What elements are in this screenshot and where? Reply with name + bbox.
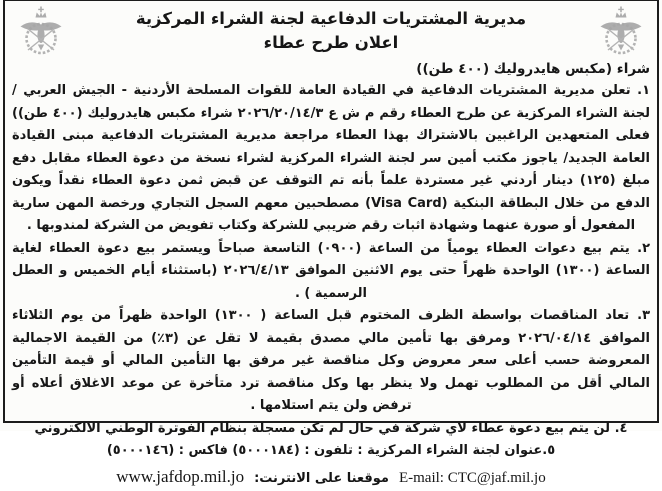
header <box>12 3 650 59</box>
page-title: مديرية المشتريات الدفاعية لجنة الشراء المركزية <box>135 9 527 28</box>
email-address: CTC@jaf.mil.jo <box>447 469 546 486</box>
email-label: E-mail: <box>398 469 444 486</box>
clause-4: ٤. لن يتم بيع دعوة عطاء لاي شركة في حال لم تكن مسجلة بنظام الفوترة الوطني الالكتروني <box>34 420 628 436</box>
website-url: www.jafdop.mil.jo <box>116 466 245 486</box>
clause-5-contact: ٥.عنوان لجنة الشراء المركزية : تلفون : (٥٠٠٠١٨٤) فاكس : (٥٠٠٠١٤٦) <box>106 443 556 458</box>
header-titles <box>12 3 650 55</box>
clause-1: ١. تعلن مديرية المشتريات الدفاعية في القيادة العامة للقوات المسلحة الأردنية - الجيش العربي / لجنة الشراء المركزية عن طرح العطاء رقم م ش ع ٢٠٢٦/٢٠/١٤/٣ شراء مكبس هايدروليك (٤٠٠ طن)) فعلى المتعهدين الراغبين بالاشتراك بهذا العطاء مراجعة مديرية المشتريات الدفاعية مبنى القيادة العامة الجديد/ ياجوز مكتب أمين سر لجنة الشراء المركزية لشراء نسخة من دعوة العطاء مقابل دفع مبلغ (١٢٥) دينار أردني غير مستردة علماً بأنه تم التوقف عن قبض ثمن دعوة العطاء نقداً ويكون الدفع من خلال البطاقة البنكية (Visa Card) مصطحبين معهم السجل التجاري ورخصة المهن سارية المفعول أو صورة عنهما وشهادة اثبات رقم ضريبي للشركة وكتاب تفويض من الشركة لمندوبها . <box>12 83 651 233</box>
page-subtitle: اعلان طرح عطاء <box>263 33 399 52</box>
web-contact-line <box>12 464 650 491</box>
jaf-emblem-icon <box>598 5 644 57</box>
jaf-emblem-icon <box>18 5 64 57</box>
clause-3: ٣. تعاد المناقصات بواسطة الظرف المختوم قبل الساعة ( ١٣٠٠) الواحدة ظهراً من يوم الثلاثاء الموافق ٢٠٢٦/٠٤/١٤ ومرفق بها تأمين مالي مصدق بقيمة لا تقل عن (٣٪) من القيمة الاجمالية المعروضة حسب أعلى سعر معروض وكل مناقصة غير مرفق بها التأمين المالي أو قيمة التأمين المالي أقل من المطلوب تهمل ولا ينظر بها وكل مناقصة ترد متأخرة عن موعد الاغلاق أعلاه أو ترفض ولن يتم استلامها . <box>12 308 650 413</box>
border-frame <box>3 0 659 486</box>
website-label: موقعنا على الانترنت: <box>254 470 389 486</box>
email-contact <box>399 466 546 491</box>
clause-2: ٢. يتم بيع دعوات العطاء يومياً من الساعة (٠٩٠٠) التاسعة صباحاً ويستمر بيع دعوة العطاء لغاية الساعة (١٣٠٠) الواحدة ظهراً حتى يوم الاثنين الموافق ٢٠٢٦/٤/١٣ (باستثناء أيام الخميس و العطل الرسمية ) . <box>12 240 650 301</box>
tender-subject: شراء (مكبس هايدروليك (٤٠٠ طن)) <box>416 61 650 77</box>
